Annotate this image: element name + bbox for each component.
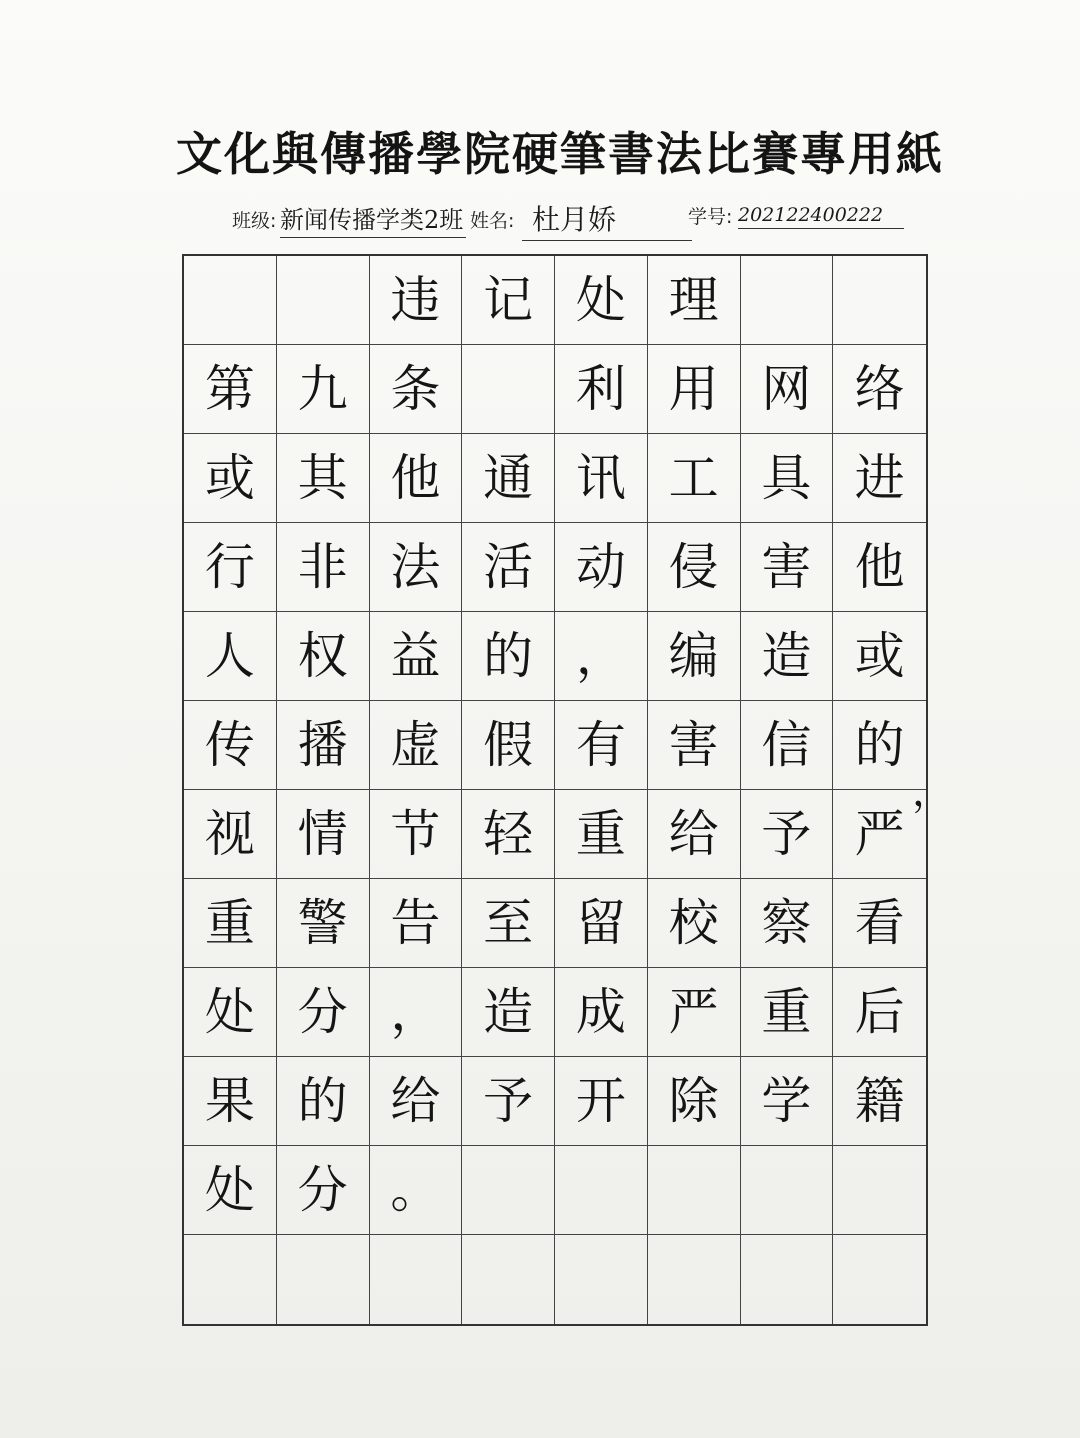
grid-cell: 违 <box>370 256 463 345</box>
grid-cell: 重 <box>184 879 277 968</box>
grid-cell: 节 <box>370 790 463 879</box>
grid-cell: 九 <box>277 345 370 434</box>
student-id-value: 202122400222 <box>738 204 904 229</box>
page-title: 文化與傳播學院硬筆書法比賽專用紙 <box>176 127 944 181</box>
grid-cell: 害 <box>648 701 741 790</box>
grid-cell: 权 <box>277 612 370 701</box>
grid-cell: 信 <box>741 701 834 790</box>
grid-cell: 害 <box>741 523 834 612</box>
grid-cell: 利 <box>555 345 648 434</box>
margin-comma: ， <box>912 769 952 815</box>
grid-cell: 情 <box>277 790 370 879</box>
grid-cell: 予 <box>462 1057 555 1146</box>
grid-cell <box>555 1235 648 1324</box>
grid-cell: 条 <box>370 345 463 434</box>
grid-cell: 严 <box>648 968 741 1057</box>
grid-cell: 分 <box>277 968 370 1057</box>
grid-cell: 侵 <box>648 523 741 612</box>
grid-cell: 察 <box>741 879 834 968</box>
grid-cell: 除 <box>648 1057 741 1146</box>
grid-cell: 警 <box>277 879 370 968</box>
student-id-label: 学号: <box>688 206 733 228</box>
grid-cell <box>277 256 370 345</box>
writing-grid <box>182 254 928 1326</box>
grid-cell: 编 <box>648 612 741 701</box>
grid-cell: 其 <box>277 434 370 523</box>
grid-cell: 处 <box>184 968 277 1057</box>
grid-cell: 他 <box>833 523 926 612</box>
grid-cell: 分 <box>277 1146 370 1235</box>
grid-cell <box>741 1146 834 1235</box>
grid-cell: 轻 <box>462 790 555 879</box>
grid-cell: 的 <box>462 612 555 701</box>
grid-cell: 理 <box>648 256 741 345</box>
grid-cell: 至 <box>462 879 555 968</box>
grid-cell: 给 <box>370 1057 463 1146</box>
grid-cell: 造 <box>462 968 555 1057</box>
grid-cell: 通 <box>462 434 555 523</box>
grid-cell <box>648 1235 741 1324</box>
grid-cell: 开 <box>555 1057 648 1146</box>
grid-cell: 活 <box>462 523 555 612</box>
grid-cell: 果 <box>184 1057 277 1146</box>
grid-cell: 他 <box>370 434 463 523</box>
grid-cell: 动 <box>555 523 648 612</box>
grid-cell: 重 <box>741 968 834 1057</box>
grid-cell: 视 <box>184 790 277 879</box>
grid-cell: 后 <box>833 968 926 1057</box>
student-info-row <box>232 196 932 246</box>
grid-cell: ， <box>370 968 463 1057</box>
grid-cell: 看 <box>833 879 926 968</box>
grid-cell: 或 <box>833 612 926 701</box>
grid-cell: 虚 <box>370 701 463 790</box>
grid-cell <box>370 1235 463 1324</box>
grid-cell: 用 <box>648 345 741 434</box>
grid-cell <box>741 1235 834 1324</box>
grid-cell <box>741 256 834 345</box>
grid-cell: 给 <box>648 790 741 879</box>
grid-cell: 严 <box>833 790 926 879</box>
grid-cell: 络 <box>833 345 926 434</box>
grid-cell: 成 <box>555 968 648 1057</box>
grid-cell <box>184 256 277 345</box>
class-label: 班级: <box>232 210 277 232</box>
grid-cell <box>833 256 926 345</box>
grid-cell: 记 <box>462 256 555 345</box>
grid-cell: 法 <box>370 523 463 612</box>
grid-cell <box>648 1146 741 1235</box>
grid-cell: 留 <box>555 879 648 968</box>
grid-cell: 学 <box>741 1057 834 1146</box>
grid-cell: 传 <box>184 701 277 790</box>
grid-cell: 予 <box>741 790 834 879</box>
grid-cell: 籍 <box>833 1057 926 1146</box>
grid-cell: 的 <box>277 1057 370 1146</box>
grid-cell: 第 <box>184 345 277 434</box>
class-value: 新闻传播学类2班 <box>280 200 466 238</box>
grid-cell: 造 <box>741 612 834 701</box>
grid-cell: ， <box>555 612 648 701</box>
grid-cell: 。 <box>370 1146 463 1235</box>
grid-cell: 有 <box>555 701 648 790</box>
grid-cell: 进 <box>833 434 926 523</box>
grid-cell <box>555 1146 648 1235</box>
grid-cell: 播 <box>277 701 370 790</box>
grid-cell: 讯 <box>555 434 648 523</box>
grid-cell <box>277 1235 370 1324</box>
grid-cell <box>462 1235 555 1324</box>
name-value: 杜月娇 <box>522 198 692 241</box>
grid-cell <box>833 1146 926 1235</box>
grid-cell: 网 <box>741 345 834 434</box>
grid-cell: 或 <box>184 434 277 523</box>
grid-cell: 工 <box>648 434 741 523</box>
grid-cell <box>833 1235 926 1324</box>
grid-cell: 处 <box>555 256 648 345</box>
grid-cell: 重 <box>555 790 648 879</box>
grid-cell: 的 <box>833 701 926 790</box>
grid-cell <box>184 1235 277 1324</box>
grid-cell: 校 <box>648 879 741 968</box>
grid-cell: 假 <box>462 701 555 790</box>
grid-cell: 行 <box>184 523 277 612</box>
grid-cell: 告 <box>370 879 463 968</box>
grid-cell: 非 <box>277 523 370 612</box>
grid-cell: 具 <box>741 434 834 523</box>
grid-cell <box>462 1146 555 1235</box>
grid-cell: 人 <box>184 612 277 701</box>
grid-cell: 益 <box>370 612 463 701</box>
grid-cell <box>462 345 555 434</box>
name-label: 姓名: <box>470 210 515 232</box>
grid-cell: 处 <box>184 1146 277 1235</box>
